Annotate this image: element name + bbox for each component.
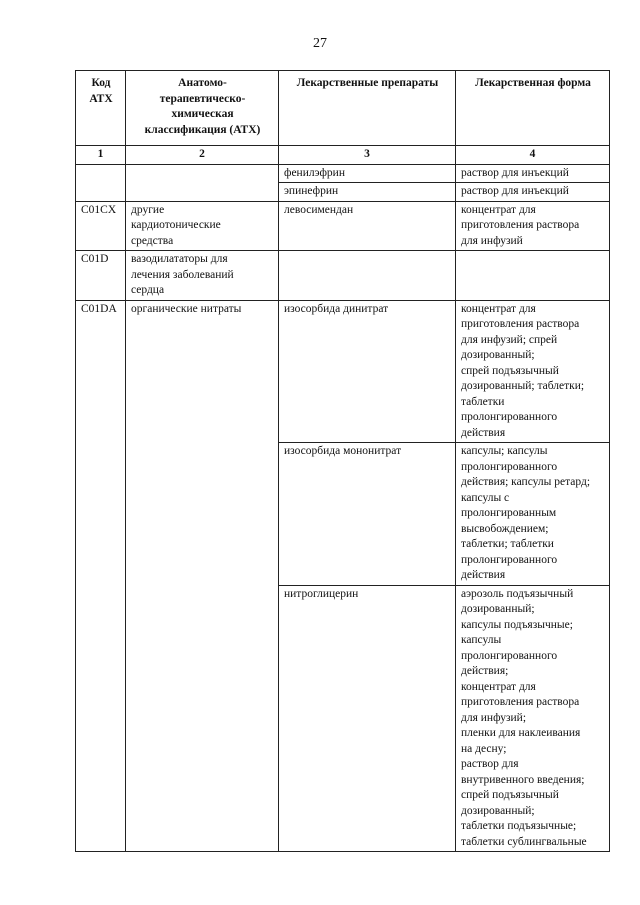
drug-cell: изосорбида мононитрат: [279, 443, 456, 586]
atc-class-cell-empty: [126, 164, 279, 201]
table-row: [76, 300, 610, 443]
drug-cell: изосорбида динитрат: [279, 300, 456, 443]
drug-cell: фенилэфрин: [279, 164, 456, 183]
drug-cell-empty: [279, 251, 456, 301]
drug-cell: левосимендан: [279, 201, 456, 251]
column-number: 1: [76, 146, 126, 165]
dosage-form-cell-empty: [456, 251, 610, 301]
table-row: [76, 251, 610, 301]
column-number: 2: [126, 146, 279, 165]
atc-drug-table: [75, 70, 610, 852]
atc-class-cell: вазодилататоры для лечения заболеваний сердца: [126, 251, 279, 301]
atc-code-cell-empty: [76, 164, 126, 201]
column-number: 4: [456, 146, 610, 165]
page-number: 27: [313, 36, 327, 51]
table-row: [76, 201, 610, 251]
header-atc-classification: Анатомо- терапевтическо- химическая классификация (АТХ): [126, 71, 279, 146]
atc-code-cell: C01DA: [76, 300, 126, 852]
header-drugs: Лекарственные препараты: [279, 71, 456, 146]
column-number: 3: [279, 146, 456, 165]
drug-cell: нитроглицерин: [279, 585, 456, 852]
header-atc-code: Код АТХ: [76, 71, 126, 146]
dosage-form-cell: раствор для инъекций: [456, 183, 610, 202]
table-row: [76, 164, 610, 183]
atc-code-cell: C01D: [76, 251, 126, 301]
dosage-form-cell: аэрозоль подъязычный дозированный; капсулы подъязычные; капсулы пролонгированного действия; концентрат для приготовления раствора для инфузий; пленки для наклеивания на десну; раствор для внутривенного введения; спрей подъязычный дозированный; таблетки подъязычные; таблетки сублингвальные: [456, 585, 610, 852]
atc-code-cell: C01CX: [76, 201, 126, 251]
dosage-form-cell: капсулы; капсулы пролонгированного действия; капсулы ретард; капсулы с пролонгированным высвобождением; таблетки; таблетки пролонгированного действия: [456, 443, 610, 586]
dosage-form-cell: концентрат для приготовления раствора для инфузий: [456, 201, 610, 251]
atc-class-cell: органические нитраты: [126, 300, 279, 852]
header-dosage-form: Лекарственная форма: [456, 71, 610, 146]
column-number-row: [76, 146, 610, 165]
atc-class-cell: другие кардиотонические средства: [126, 201, 279, 251]
header-row: [76, 71, 610, 146]
dosage-form-cell: раствор для инъекций: [456, 164, 610, 183]
drug-cell: эпинефрин: [279, 183, 456, 202]
dosage-form-cell: концентрат для приготовления раствора для инфузий; спрей дозированный; спрей подъязычный дозированный; таблетки; таблетки пролонгированного действия: [456, 300, 610, 443]
